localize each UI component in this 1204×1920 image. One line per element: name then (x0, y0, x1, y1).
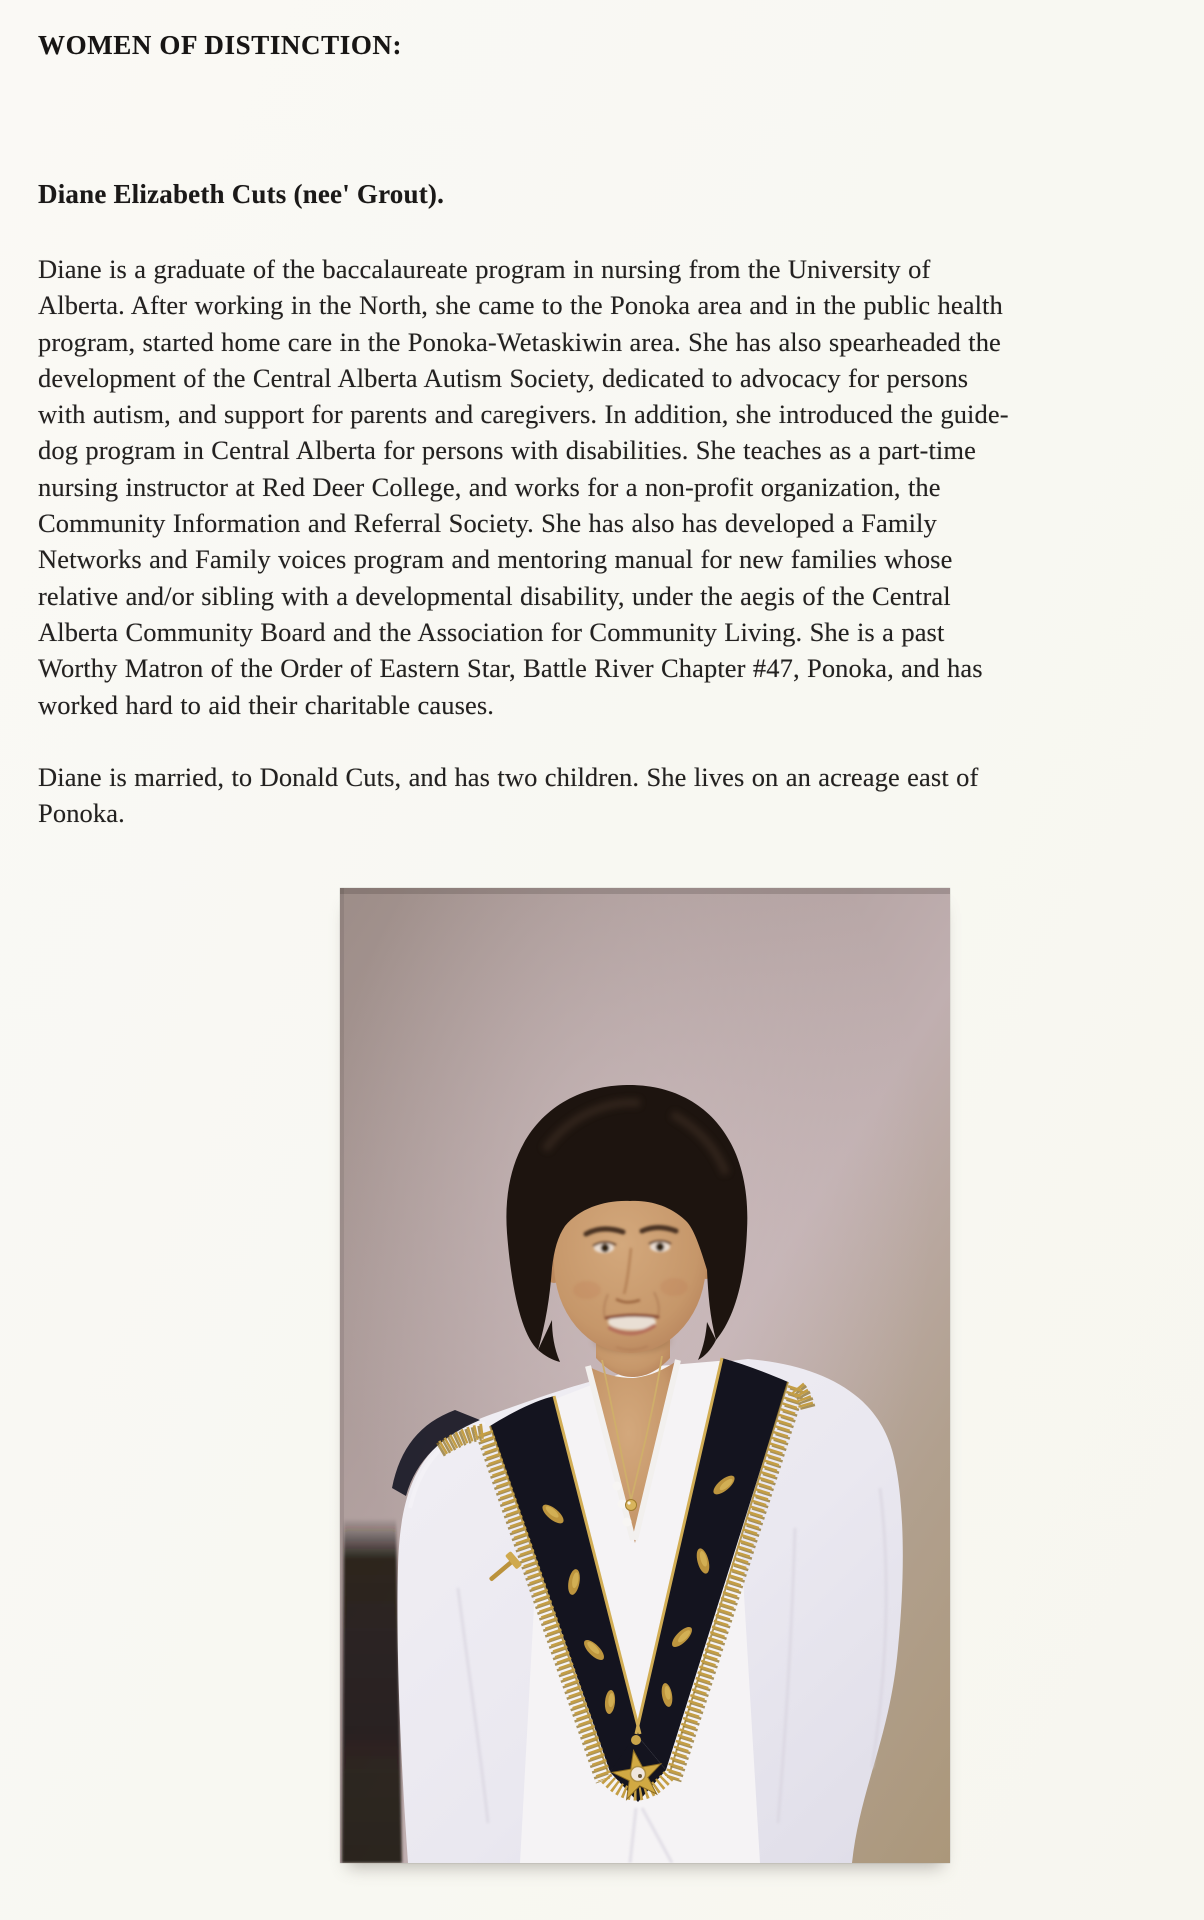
paragraph-line: with autism, and support for parents and caregivers. In addition, she introduced the guide- (38, 399, 1009, 430)
biography-paragraph (38, 251, 1009, 723)
subject-heading: Diane Elizabeth Cuts (nee' Grout). (38, 179, 445, 209)
portrait-photo-illustration (340, 888, 950, 1863)
paragraph-line: nursing instructor at Red Deer College, and works for a non-profit organization, the (38, 471, 941, 502)
family-paragraph (38, 759, 978, 832)
paragraph-line: Ponoka. (38, 798, 125, 829)
page-title: WOMEN OF DISTINCTION: (38, 30, 403, 60)
paragraph-line: Networks and Family voices program and mentoring manual for new families whose (38, 544, 953, 575)
portrait-photo (340, 888, 950, 1863)
paragraph-line: program, started home care in the Ponoka-Wetaskiwin area. She has also spearheaded the (38, 326, 1001, 357)
paragraph-line: worked hard to aid their charitable causes. (38, 689, 495, 720)
paragraph-line: Community Information and Referral Society. She has also has developed a Family (38, 508, 937, 539)
paragraph-line: Alberta. After working in the North, she came to the Ponoka area and in the public health (38, 290, 1003, 321)
paragraph-line: relative and/or sibling with a developmental disability, under the aegis of the Central (38, 580, 951, 611)
paragraph-line: development of the Central Alberta Autism Society, dedicated to advocacy for persons (38, 362, 969, 393)
paragraph-line: dog program in Central Alberta for persons with disabilities. She teaches as a part-time (38, 435, 976, 466)
paragraph-line: Diane is married, to Donald Cuts, and has two children. She lives on an acreage east of (38, 762, 979, 792)
paragraph-line: Diane is a graduate of the baccalaureate program in nursing from the University of (38, 254, 931, 284)
paragraph-line: Alberta Community Board and the Association for Community Living. She is a past (38, 616, 945, 647)
paragraph-line: Worthy Matron of the Order of Eastern Star, Battle River Chapter #47, Ponoka, and has (38, 653, 983, 684)
